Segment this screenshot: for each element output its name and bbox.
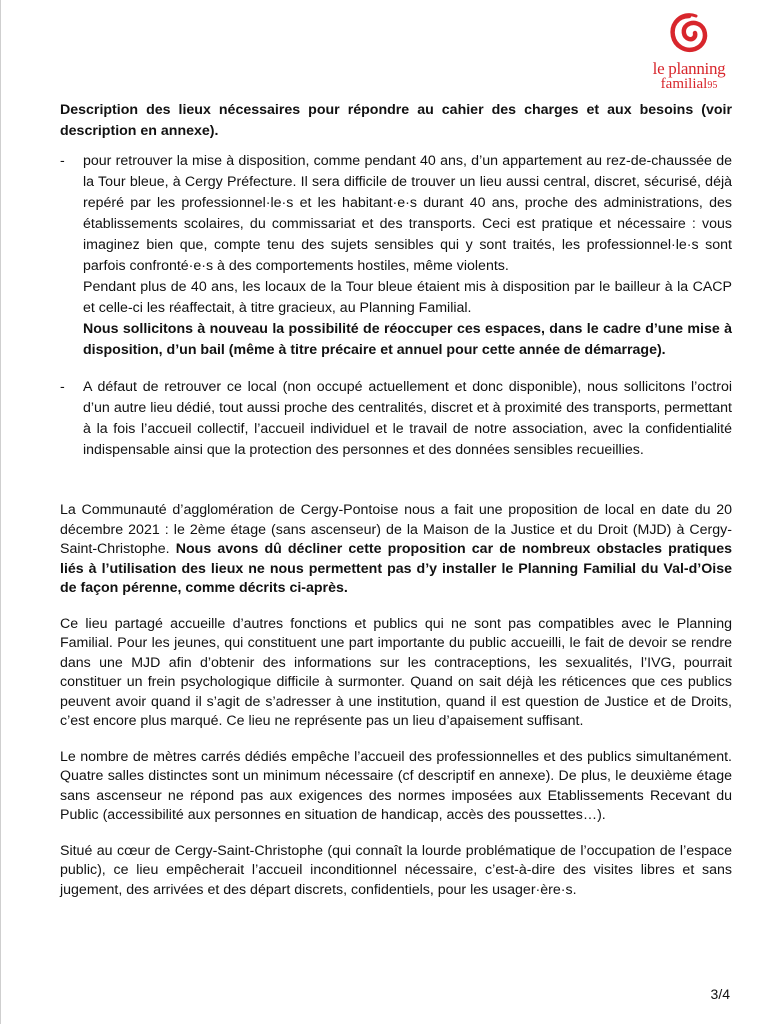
item2-text: A défaut de retrouver ce local (non occupé actuellement et donc disponible), nous sollicitons l’octroi d’un autre lieu dédié, tout aussi proche des centralités, discret et à proximité des transports, permettant à la fois l’accueil collectif, l’accueil individuel et le travail de notre association, avec la confidentialité indispensable ainsi que la protection des personnes et des données sensibles recueillies. bbox=[83, 379, 732, 458]
proposal-text: La Communauté d’agglomération de Cergy-Pontoise nous a fait une proposition de local en date du 20 décembre 2021 : le 2ème étage (sans ascenseur) de la Maison de la Justice et du Droit (MJD) à Cergy-Saint-Christophe. bbox=[60, 502, 732, 557]
list-item bbox=[60, 151, 732, 361]
paragraph-proposal bbox=[60, 501, 732, 599]
proposal-refusal: Nous avons dû décliner cette proposition car de nombreux obstacles pratiques liés à l’utilisation des lieux ne nous permettent pas d’y installer le Planning Familial du Val-d’Oise de façon pérenne, comme décrits ci-après. bbox=[60, 541, 732, 596]
swirl-logo-icon bbox=[667, 12, 711, 58]
logo-text-familial: familial bbox=[660, 76, 708, 92]
planning-familial-logo bbox=[641, 12, 737, 102]
list-dash: - bbox=[60, 153, 65, 169]
logo-number: 95 bbox=[707, 80, 718, 91]
item1-text: pour retrouver la mise à disposition, comme pendant 40 ans, d’un appartement au rez-de-chaussée de la Tour bleue, à Cergy Préfecture. Il sera difficile de trouver un lieu aussi central, discret, sécurisé, déjà repéré par les professionnel·le·s et les habitant·e·s durant 40 ans, proche des administrations, des établissements scolaires, du commissariat et des transports. Ceci est pratique et nécessaire : vous imaginez bien que, compte tenu des sujets sensibles qui y sont traités, les professionnel·le·s sont parfois confronté·e·s à des comportements hostiles, même violents. bbox=[83, 153, 732, 274]
document-body bbox=[60, 100, 732, 916]
intro-heading: Description des lieux nécessaires pour répondre au cahier des charges et aux besoins (voir description en annexe). bbox=[60, 102, 732, 139]
item1-request: Nous sollicitons à nouveau la possibilité de réoccuper ces espaces, dans le cadre d’une mise à disposition, d’un bail (même à titre précaire et annuel pour cette année de démarrage). bbox=[83, 321, 732, 358]
paragraph-surface: Le nombre de mètres carrés dédiés empêche l’accueil des professionnelles et des publics simultanément. Quatre salles distinctes sont un minimum nécessaire (cf descriptif en annexe). De plus, le deuxième étage sans ascenseur ne répond pas aux exigences des normes imposées aux Etablissements Recevant du Public (accessibilité aux personnes en situation de handicap, accès des poussettes…). bbox=[60, 748, 732, 823]
logo-text-line2 bbox=[641, 77, 737, 93]
paragraph-shared-place: Ce lieu partagé accueille d’autres fonctions et publics qui ne sont pas compatibles avec le Planning Familial. Pour les jeunes, qui constituent une part importante du public accueilli, le fait de devoir se rendre dans une MJD afin d’obtenir des informations sur les contraceptions, les sexualités, l’IVG, pourrait constituer un frein psychologique difficile à surmonter. Quand on sait déjà les réticences que ces publics peuvent avoir quand il s’agit de s’adresser à une institution, quand il est question de Justice et de Droits, c’est encore plus marqué. Ce lieu ne représente pas un lieu d’apaisement suffisant. bbox=[60, 615, 732, 729]
logo-text-line1: le planning bbox=[652, 59, 726, 78]
item1-text-tour-bleue: Pendant plus de 40 ans, les locaux de la Tour bleue étaient mis à disposition par le bailleur à la CACP et celle-ci les réaffectait, à titre gracieux, au Planning Familial. bbox=[83, 279, 732, 316]
page-number: 3/4 bbox=[710, 986, 730, 1002]
list-item bbox=[60, 377, 732, 461]
paragraph-location: Situé au cœur de Cergy-Saint-Christophe (qui connaît la lourde problématique de l’occupation de l’espace public), ce lieu empêcherait l’accueil inconditionnel nécessaire, c’est-à-dire des visites libres et sans jugement, des arrivées et des départ discrets, confidentiels, pour les usager·ère·s. bbox=[60, 842, 732, 898]
list-dash: - bbox=[60, 379, 65, 395]
